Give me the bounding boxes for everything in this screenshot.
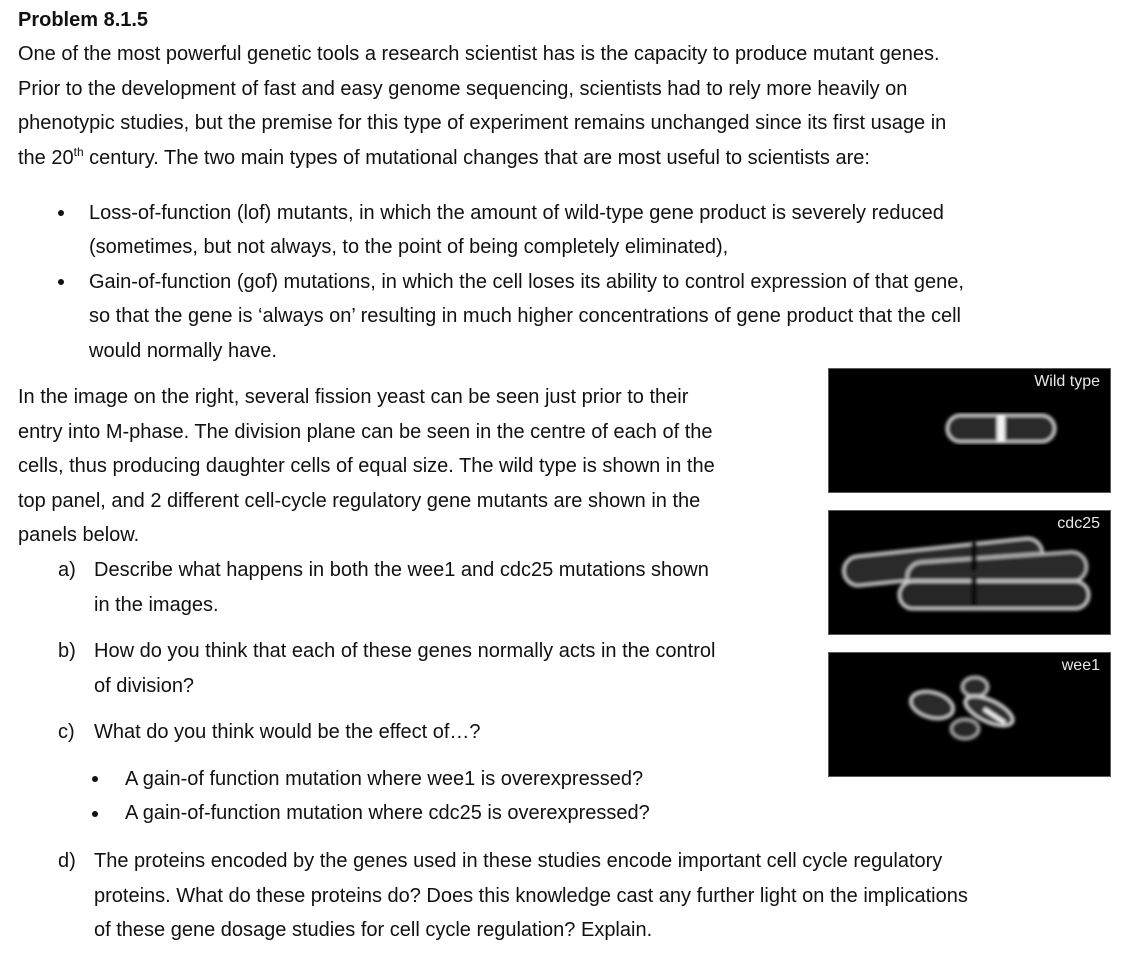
- question-letter: d): [58, 850, 76, 872]
- question-text: How do you think that each of these genes normally acts in the control: [94, 640, 716, 662]
- question-letter: a): [58, 559, 76, 581]
- bullet-icon: [92, 776, 98, 782]
- question-text: The proteins encoded by the genes used in these studies encode important cell cycle regulatory: [94, 850, 943, 872]
- bullet-icon: [58, 279, 64, 285]
- question-letter: c): [58, 721, 75, 743]
- wee1-panel: [828, 652, 1111, 777]
- intro-line: One of the most powerful genetic tools a research scientist has is the capacity to produce mutant genes.: [18, 43, 940, 65]
- yeast-cell: [947, 415, 1055, 442]
- question-text: of division?: [94, 675, 195, 697]
- question-text: What do you think would be the effect of…?: [94, 721, 481, 743]
- intro-line: [18, 141, 1098, 176]
- bullet-icon: [58, 210, 64, 216]
- question-letter: b): [58, 640, 76, 662]
- intro-text: the 20: [18, 147, 74, 169]
- panel-label: cdc25: [1057, 515, 1100, 532]
- wee1-yeast-image: [829, 653, 1111, 777]
- sub-question-item: A gain-of-function mutation where cdc25 is overexpressed?: [125, 802, 650, 824]
- description-line: panels below.: [18, 524, 140, 546]
- question-text: in the images.: [94, 594, 219, 616]
- intro-line: Prior to the development of fast and easy genome sequencing, scientists had to rely more heavily on: [18, 78, 908, 100]
- list-item-line: Gain-of-function (gof) mutations, in which the cell loses its ability to control expression of that gene,: [89, 271, 964, 293]
- question-text: Describe what happens in both the wee1 and cdc25 mutations shown: [94, 559, 709, 581]
- list-item-line: (sometimes, but not always, to the point of being completely eliminated),: [89, 236, 729, 258]
- description-line: top panel, and 2 different cell-cycle regulatory gene mutants are shown in the: [18, 490, 701, 512]
- small-cells: [907, 677, 1017, 739]
- problem-heading: Problem 8.1.5: [18, 9, 149, 31]
- intro-text: century. The two main types of mutational changes that are most useful to scientists are:: [83, 147, 870, 169]
- list-item-line: Loss-of-function (lof) mutants, in which the amount of wild-type gene product is severely reduced: [89, 202, 944, 224]
- wild-type-yeast-image: [829, 369, 1111, 493]
- intro-line: phenotypic studies, but the premise for this type of experiment remains unchanged since its first usage in: [18, 112, 947, 134]
- question-text: of these gene dosage studies for cell cycle regulation? Explain.: [94, 919, 653, 941]
- list-item-line: would normally have.: [89, 340, 277, 362]
- sub-question-item: A gain-of function mutation where wee1 is overexpressed?: [125, 768, 644, 790]
- panel-label: wee1: [1061, 657, 1100, 674]
- description-line: entry into M-phase. The division plane can be seen in the centre of each of the: [18, 421, 713, 443]
- wild-type-panel: [828, 368, 1111, 493]
- cdc25-panel: [828, 510, 1111, 635]
- description-line: cells, thus producing daughter cells of equal size. The wild type is shown in the: [18, 455, 715, 477]
- panel-label: Wild type: [1034, 373, 1100, 390]
- description-line: In the image on the right, several fission yeast can be seen just prior to their: [18, 386, 689, 408]
- question-text: proteins. What do these proteins do? Does this knowledge cast any further light on the implications: [94, 885, 968, 907]
- superscript: th: [73, 145, 84, 159]
- elongated-cells: [842, 537, 1089, 609]
- cdc25-yeast-image: [829, 511, 1111, 635]
- list-item-line: so that the gene is ‘always on’ resulting in much higher concentrations of gene product that the cell: [89, 305, 962, 327]
- bullet-icon: [92, 811, 98, 817]
